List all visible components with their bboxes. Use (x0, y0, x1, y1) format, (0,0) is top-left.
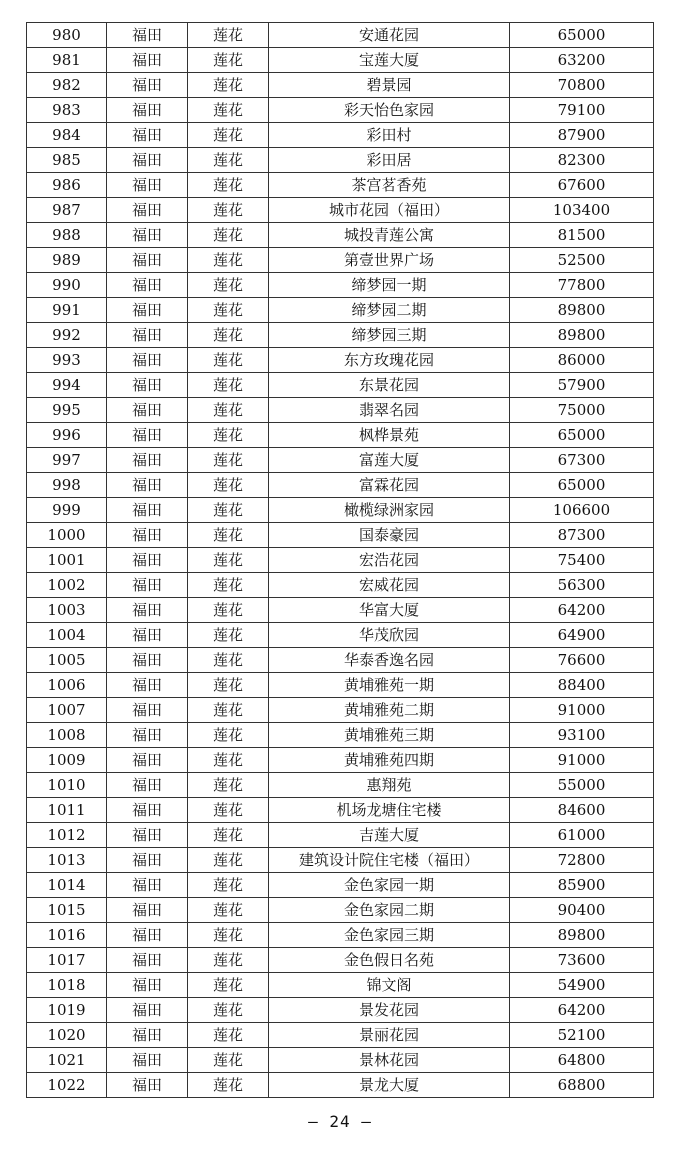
cell-district: 福田 (107, 48, 188, 73)
cell-property-name: 富莲大厦 (269, 448, 510, 473)
cell-property-name: 城市花园（福田） (269, 198, 510, 223)
price-table (26, 22, 654, 1098)
table-row (27, 73, 654, 98)
cell-serial-number: 1019 (27, 998, 107, 1023)
cell-property-name: 金色家园一期 (269, 873, 510, 898)
cell-street: 莲花 (188, 748, 269, 773)
cell-property-name: 缔梦园二期 (269, 298, 510, 323)
cell-property-name: 黄埔雅苑三期 (269, 723, 510, 748)
cell-street: 莲花 (188, 773, 269, 798)
cell-price: 72800 (510, 848, 654, 873)
table-row (27, 923, 654, 948)
cell-serial-number: 1017 (27, 948, 107, 973)
cell-property-name: 华茂欣园 (269, 623, 510, 648)
cell-street: 莲花 (188, 848, 269, 873)
cell-street: 莲花 (188, 823, 269, 848)
table-row (27, 873, 654, 898)
cell-district: 福田 (107, 448, 188, 473)
cell-price: 88400 (510, 673, 654, 698)
cell-street: 莲花 (188, 48, 269, 73)
table-row (27, 848, 654, 873)
cell-property-name: 橄榄绿洲家园 (269, 498, 510, 523)
cell-property-name: 金色家园二期 (269, 898, 510, 923)
cell-property-name: 建筑设计院住宅楼（福田） (269, 848, 510, 873)
cell-street: 莲花 (188, 1073, 269, 1098)
cell-serial-number: 1012 (27, 823, 107, 848)
cell-property-name: 黄埔雅苑四期 (269, 748, 510, 773)
table-row (27, 1023, 654, 1048)
table-row (27, 98, 654, 123)
cell-district: 福田 (107, 273, 188, 298)
cell-street: 莲花 (188, 648, 269, 673)
table-row (27, 948, 654, 973)
table-row (27, 648, 654, 673)
cell-district: 福田 (107, 373, 188, 398)
cell-street: 莲花 (188, 423, 269, 448)
cell-property-name: 翡翠名园 (269, 398, 510, 423)
cell-district: 福田 (107, 398, 188, 423)
cell-price: 75000 (510, 398, 654, 423)
cell-serial-number: 998 (27, 473, 107, 498)
cell-serial-number: 1021 (27, 1048, 107, 1073)
cell-serial-number: 993 (27, 348, 107, 373)
cell-property-name: 缔梦园三期 (269, 323, 510, 348)
cell-price: 64800 (510, 1048, 654, 1073)
table-row (27, 823, 654, 848)
cell-street: 莲花 (188, 923, 269, 948)
cell-serial-number: 989 (27, 248, 107, 273)
table-row (27, 723, 654, 748)
document-page (26, 22, 653, 1098)
cell-serial-number: 997 (27, 448, 107, 473)
cell-district: 福田 (107, 723, 188, 748)
cell-district: 福田 (107, 298, 188, 323)
cell-district: 福田 (107, 598, 188, 623)
cell-serial-number: 994 (27, 373, 107, 398)
table-row (27, 373, 654, 398)
cell-street: 莲花 (188, 223, 269, 248)
cell-street: 莲花 (188, 573, 269, 598)
cell-district: 福田 (107, 123, 188, 148)
cell-price: 65000 (510, 473, 654, 498)
cell-street: 莲花 (188, 148, 269, 173)
cell-district: 福田 (107, 73, 188, 98)
cell-property-name: 华富大厦 (269, 598, 510, 623)
table-row (27, 1048, 654, 1073)
cell-price: 54900 (510, 973, 654, 998)
cell-serial-number: 1016 (27, 923, 107, 948)
table-row (27, 348, 654, 373)
cell-serial-number: 981 (27, 48, 107, 73)
cell-serial-number: 1004 (27, 623, 107, 648)
cell-district: 福田 (107, 923, 188, 948)
table-row (27, 423, 654, 448)
cell-serial-number: 982 (27, 73, 107, 98)
cell-district: 福田 (107, 223, 188, 248)
cell-serial-number: 984 (27, 123, 107, 148)
cell-price: 77800 (510, 273, 654, 298)
table-row (27, 548, 654, 573)
cell-property-name: 碧景园 (269, 73, 510, 98)
cell-street: 莲花 (188, 73, 269, 98)
cell-district: 福田 (107, 1048, 188, 1073)
cell-street: 莲花 (188, 798, 269, 823)
table-row (27, 298, 654, 323)
cell-property-name: 华泰香逸名园 (269, 648, 510, 673)
cell-street: 莲花 (188, 898, 269, 923)
cell-district: 福田 (107, 898, 188, 923)
cell-serial-number: 987 (27, 198, 107, 223)
cell-property-name: 宏威花园 (269, 573, 510, 598)
cell-property-name: 城投青莲公寓 (269, 223, 510, 248)
cell-serial-number: 996 (27, 423, 107, 448)
cell-property-name: 景龙大厦 (269, 1073, 510, 1098)
cell-price: 63200 (510, 48, 654, 73)
cell-price: 65000 (510, 423, 654, 448)
cell-district: 福田 (107, 573, 188, 598)
cell-street: 莲花 (188, 698, 269, 723)
cell-street: 莲花 (188, 23, 269, 48)
cell-street: 莲花 (188, 448, 269, 473)
cell-property-name: 东方玫瑰花园 (269, 348, 510, 373)
table-row (27, 673, 654, 698)
table-row (27, 498, 654, 523)
table-row (27, 748, 654, 773)
cell-price: 67300 (510, 448, 654, 473)
cell-price: 81500 (510, 223, 654, 248)
table-row (27, 198, 654, 223)
cell-street: 莲花 (188, 198, 269, 223)
cell-property-name: 彩天怡色家园 (269, 98, 510, 123)
cell-district: 福田 (107, 1073, 188, 1098)
table-row (27, 148, 654, 173)
cell-property-name: 金色家园三期 (269, 923, 510, 948)
cell-price: 103400 (510, 198, 654, 223)
cell-price: 52500 (510, 248, 654, 273)
cell-district: 福田 (107, 673, 188, 698)
cell-price: 85900 (510, 873, 654, 898)
cell-price: 67600 (510, 173, 654, 198)
cell-serial-number: 1013 (27, 848, 107, 873)
cell-street: 莲花 (188, 1023, 269, 1048)
cell-street: 莲花 (188, 498, 269, 523)
cell-property-name: 缔梦园一期 (269, 273, 510, 298)
cell-property-name: 富霖花园 (269, 473, 510, 498)
cell-price: 64200 (510, 598, 654, 623)
cell-street: 莲花 (188, 98, 269, 123)
cell-property-name: 宏浩花园 (269, 548, 510, 573)
cell-price: 87900 (510, 123, 654, 148)
cell-street: 莲花 (188, 598, 269, 623)
cell-district: 福田 (107, 698, 188, 723)
cell-price: 89800 (510, 323, 654, 348)
cell-serial-number: 985 (27, 148, 107, 173)
cell-price: 65000 (510, 23, 654, 48)
cell-price: 79100 (510, 98, 654, 123)
table-row (27, 898, 654, 923)
cell-street: 莲花 (188, 523, 269, 548)
table-row (27, 23, 654, 48)
cell-street: 莲花 (188, 948, 269, 973)
cell-price: 86000 (510, 348, 654, 373)
cell-district: 福田 (107, 148, 188, 173)
table-row (27, 1073, 654, 1098)
cell-price: 106600 (510, 498, 654, 523)
cell-price: 68800 (510, 1073, 654, 1098)
cell-property-name: 彩田村 (269, 123, 510, 148)
table-row (27, 273, 654, 298)
cell-property-name: 机场龙塘住宅楼 (269, 798, 510, 823)
table-row (27, 173, 654, 198)
cell-district: 福田 (107, 973, 188, 998)
cell-serial-number: 1014 (27, 873, 107, 898)
cell-district: 福田 (107, 823, 188, 848)
cell-street: 莲花 (188, 248, 269, 273)
table-row (27, 698, 654, 723)
cell-property-name: 彩田居 (269, 148, 510, 173)
cell-district: 福田 (107, 423, 188, 448)
cell-street: 莲花 (188, 473, 269, 498)
cell-property-name: 第壹世界广场 (269, 248, 510, 273)
cell-serial-number: 1011 (27, 798, 107, 823)
cell-district: 福田 (107, 748, 188, 773)
table-row (27, 323, 654, 348)
cell-price: 64900 (510, 623, 654, 648)
cell-street: 莲花 (188, 398, 269, 423)
table-row (27, 573, 654, 598)
cell-serial-number: 992 (27, 323, 107, 348)
cell-price: 90400 (510, 898, 654, 923)
cell-property-name: 金色假日名苑 (269, 948, 510, 973)
cell-street: 莲花 (188, 273, 269, 298)
cell-price: 55000 (510, 773, 654, 798)
cell-serial-number: 1007 (27, 698, 107, 723)
cell-serial-number: 988 (27, 223, 107, 248)
cell-district: 福田 (107, 773, 188, 798)
cell-property-name: 安通花园 (269, 23, 510, 48)
cell-price: 61000 (510, 823, 654, 848)
cell-price: 82300 (510, 148, 654, 173)
table-row (27, 973, 654, 998)
table-row (27, 798, 654, 823)
cell-serial-number: 995 (27, 398, 107, 423)
cell-serial-number: 1003 (27, 598, 107, 623)
cell-serial-number: 1008 (27, 723, 107, 748)
cell-street: 莲花 (188, 373, 269, 398)
cell-street: 莲花 (188, 673, 269, 698)
cell-serial-number: 1006 (27, 673, 107, 698)
cell-serial-number: 983 (27, 98, 107, 123)
cell-district: 福田 (107, 523, 188, 548)
cell-price: 75400 (510, 548, 654, 573)
cell-serial-number: 1010 (27, 773, 107, 798)
cell-price: 73600 (510, 948, 654, 973)
cell-price: 84600 (510, 798, 654, 823)
cell-district: 福田 (107, 1023, 188, 1048)
cell-price: 57900 (510, 373, 654, 398)
cell-property-name: 惠翔苑 (269, 773, 510, 798)
cell-serial-number: 980 (27, 23, 107, 48)
cell-street: 莲花 (188, 723, 269, 748)
cell-price: 76600 (510, 648, 654, 673)
cell-street: 莲花 (188, 998, 269, 1023)
cell-district: 福田 (107, 323, 188, 348)
cell-serial-number: 991 (27, 298, 107, 323)
cell-price: 64200 (510, 998, 654, 1023)
cell-street: 莲花 (188, 623, 269, 648)
cell-district: 福田 (107, 648, 188, 673)
cell-price: 93100 (510, 723, 654, 748)
cell-district: 福田 (107, 623, 188, 648)
cell-district: 福田 (107, 498, 188, 523)
cell-district: 福田 (107, 948, 188, 973)
cell-district: 福田 (107, 198, 188, 223)
table-row (27, 473, 654, 498)
cell-district: 福田 (107, 23, 188, 48)
cell-price: 52100 (510, 1023, 654, 1048)
cell-property-name: 国泰豪园 (269, 523, 510, 548)
cell-serial-number: 1000 (27, 523, 107, 548)
cell-district: 福田 (107, 348, 188, 373)
table-row (27, 448, 654, 473)
cell-property-name: 宝莲大厦 (269, 48, 510, 73)
cell-serial-number: 1018 (27, 973, 107, 998)
cell-property-name: 茶宫茗香苑 (269, 173, 510, 198)
table-row (27, 223, 654, 248)
cell-district: 福田 (107, 548, 188, 573)
cell-street: 莲花 (188, 123, 269, 148)
table-row (27, 598, 654, 623)
cell-street: 莲花 (188, 1048, 269, 1073)
cell-district: 福田 (107, 848, 188, 873)
cell-street: 莲花 (188, 323, 269, 348)
table-row (27, 123, 654, 148)
cell-serial-number: 1022 (27, 1073, 107, 1098)
cell-property-name: 黄埔雅苑二期 (269, 698, 510, 723)
cell-district: 福田 (107, 798, 188, 823)
cell-price: 70800 (510, 73, 654, 98)
table-row (27, 48, 654, 73)
cell-price: 89800 (510, 298, 654, 323)
cell-property-name: 黄埔雅苑一期 (269, 673, 510, 698)
cell-district: 福田 (107, 173, 188, 198)
cell-street: 莲花 (188, 348, 269, 373)
cell-price: 91000 (510, 698, 654, 723)
cell-serial-number: 1020 (27, 1023, 107, 1048)
cell-serial-number: 1005 (27, 648, 107, 673)
page-number: – 24 – (308, 1112, 372, 1131)
cell-street: 莲花 (188, 973, 269, 998)
cell-property-name: 景发花园 (269, 998, 510, 1023)
cell-street: 莲花 (188, 298, 269, 323)
cell-price: 56300 (510, 573, 654, 598)
cell-price: 87300 (510, 523, 654, 548)
cell-district: 福田 (107, 98, 188, 123)
cell-property-name: 景林花园 (269, 1048, 510, 1073)
cell-street: 莲花 (188, 173, 269, 198)
cell-price: 89800 (510, 923, 654, 948)
table-row (27, 773, 654, 798)
table-row (27, 998, 654, 1023)
cell-street: 莲花 (188, 548, 269, 573)
cell-serial-number: 1002 (27, 573, 107, 598)
cell-serial-number: 1001 (27, 548, 107, 573)
table-row (27, 523, 654, 548)
cell-property-name: 锦文阁 (269, 973, 510, 998)
table-row (27, 398, 654, 423)
table-row (27, 623, 654, 648)
cell-district: 福田 (107, 998, 188, 1023)
cell-serial-number: 1009 (27, 748, 107, 773)
cell-serial-number: 999 (27, 498, 107, 523)
cell-serial-number: 986 (27, 173, 107, 198)
cell-district: 福田 (107, 873, 188, 898)
cell-property-name: 吉莲大厦 (269, 823, 510, 848)
cell-district: 福田 (107, 473, 188, 498)
cell-district: 福田 (107, 248, 188, 273)
cell-price: 91000 (510, 748, 654, 773)
cell-serial-number: 990 (27, 273, 107, 298)
table-row (27, 248, 654, 273)
cell-property-name: 景丽花园 (269, 1023, 510, 1048)
cell-property-name: 东景花园 (269, 373, 510, 398)
cell-serial-number: 1015 (27, 898, 107, 923)
cell-street: 莲花 (188, 873, 269, 898)
cell-property-name: 枫桦景苑 (269, 423, 510, 448)
price-table-body (27, 23, 654, 1098)
